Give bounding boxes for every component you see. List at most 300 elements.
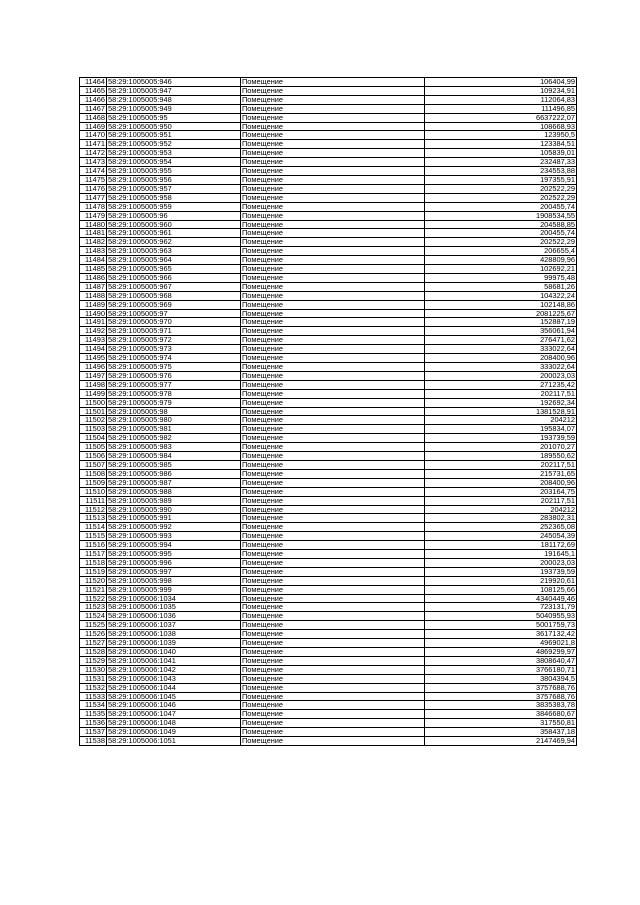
row-number-cell: 11516 bbox=[80, 541, 107, 550]
cadastral-number-cell: 58:29:1005005:948 bbox=[107, 95, 241, 104]
object-type-cell: Помещение bbox=[241, 336, 425, 345]
object-type-cell: Помещение bbox=[241, 158, 425, 167]
cadastral-number-cell: 58:29:1005005:986 bbox=[107, 469, 241, 478]
cadastral-number-cell: 58:29:1005005:953 bbox=[107, 149, 241, 158]
row-number-cell: 11514 bbox=[80, 523, 107, 532]
table-row bbox=[80, 309, 577, 318]
cadastral-value-cell: 3835383,78 bbox=[425, 701, 577, 710]
object-type-cell: Помещение bbox=[241, 576, 425, 585]
cadastral-value-cell: 3617132,42 bbox=[425, 630, 577, 639]
object-type-cell: Помещение bbox=[241, 282, 425, 291]
cadastral-value-cell: 204588,85 bbox=[425, 220, 577, 229]
table-row bbox=[80, 505, 577, 514]
table-row bbox=[80, 158, 577, 167]
object-type-cell: Помещение bbox=[241, 184, 425, 193]
cadastral-value-cell: 5040955,93 bbox=[425, 612, 577, 621]
row-number-cell: 11487 bbox=[80, 282, 107, 291]
table-row bbox=[80, 425, 577, 434]
object-type-cell: Помещение bbox=[241, 452, 425, 461]
object-type-cell: Помещение bbox=[241, 603, 425, 612]
cadastral-value-cell: 200455,74 bbox=[425, 229, 577, 238]
cadastral-value-cell: 200023,03 bbox=[425, 371, 577, 380]
cadastral-value-cell: 5001759,73 bbox=[425, 621, 577, 630]
table-row bbox=[80, 336, 577, 345]
object-type-cell: Помещение bbox=[241, 131, 425, 140]
cadastral-value-cell: 219920,61 bbox=[425, 576, 577, 585]
table-row bbox=[80, 113, 577, 122]
object-type-cell: Помещение bbox=[241, 701, 425, 710]
cadastral-value-cell: 245054,39 bbox=[425, 532, 577, 541]
row-number-cell: 11503 bbox=[80, 425, 107, 434]
table-row bbox=[80, 104, 577, 113]
row-number-cell: 11507 bbox=[80, 460, 107, 469]
object-type-cell: Помещение bbox=[241, 193, 425, 202]
row-number-cell: 11471 bbox=[80, 140, 107, 149]
table-row bbox=[80, 354, 577, 363]
cadastral-number-cell: 58:29:1005005:976 bbox=[107, 371, 241, 380]
cadastral-value-cell: 234553,88 bbox=[425, 167, 577, 176]
cadastral-value-cell: 108668,93 bbox=[425, 122, 577, 131]
cadastral-number-cell: 58:29:1005006:1042 bbox=[107, 665, 241, 674]
table-row bbox=[80, 648, 577, 657]
object-type-cell: Помещение bbox=[241, 113, 425, 122]
object-type-cell: Помещение bbox=[241, 327, 425, 336]
cadastral-value-cell: 105839,01 bbox=[425, 149, 577, 158]
row-number-cell: 11499 bbox=[80, 389, 107, 398]
row-number-cell: 11485 bbox=[80, 265, 107, 274]
table-row bbox=[80, 389, 577, 398]
object-type-cell: Помещение bbox=[241, 122, 425, 131]
object-type-cell: Помещение bbox=[241, 674, 425, 683]
cadastral-number-cell: 58:29:1005006:1048 bbox=[107, 719, 241, 728]
cadastral-value-cell: 3757688,76 bbox=[425, 692, 577, 701]
cadastral-value-cell: 283802,31 bbox=[425, 514, 577, 523]
cadastral-value-cell: 195834,07 bbox=[425, 425, 577, 434]
cadastral-value-cell: 215731,65 bbox=[425, 469, 577, 478]
row-number-cell: 11492 bbox=[80, 327, 107, 336]
cadastral-value-cell: 108125,66 bbox=[425, 585, 577, 594]
cadastral-value-cell: 428809,96 bbox=[425, 256, 577, 265]
cadastral-number-cell: 58:29:1005005:979 bbox=[107, 398, 241, 407]
object-type-cell: Помещение bbox=[241, 220, 425, 229]
cadastral-value-cell: 189550,62 bbox=[425, 452, 577, 461]
object-type-cell: Помещение bbox=[241, 541, 425, 550]
cadastral-value-cell: 4969021,8 bbox=[425, 639, 577, 648]
row-number-cell: 11501 bbox=[80, 407, 107, 416]
table-row bbox=[80, 612, 577, 621]
object-type-cell: Помещение bbox=[241, 621, 425, 630]
table-row bbox=[80, 122, 577, 131]
cadastral-number-cell: 58:29:1005005:993 bbox=[107, 532, 241, 541]
cadastral-number-cell: 58:29:1005005:967 bbox=[107, 282, 241, 291]
object-type-cell: Помещение bbox=[241, 318, 425, 327]
cadastral-value-cell: 200455,74 bbox=[425, 202, 577, 211]
object-type-cell: Помещение bbox=[241, 710, 425, 719]
table-row bbox=[80, 175, 577, 184]
row-number-cell: 11473 bbox=[80, 158, 107, 167]
cadastral-value-cell: 276471,62 bbox=[425, 336, 577, 345]
table-row bbox=[80, 550, 577, 559]
cadastral-value-cell: 333022,64 bbox=[425, 345, 577, 354]
cadastral-number-cell: 58:29:1005005:973 bbox=[107, 345, 241, 354]
table-row bbox=[80, 728, 577, 737]
object-type-cell: Помещение bbox=[241, 434, 425, 443]
cadastral-number-cell: 58:29:1005006:1035 bbox=[107, 603, 241, 612]
row-number-cell: 11525 bbox=[80, 621, 107, 630]
object-type-cell: Помещение bbox=[241, 300, 425, 309]
cadastral-value-cell: 3846680,67 bbox=[425, 710, 577, 719]
cadastral-value-cell: 3757688,76 bbox=[425, 683, 577, 692]
row-number-cell: 11524 bbox=[80, 612, 107, 621]
object-type-cell: Помещение bbox=[241, 460, 425, 469]
cadastral-value-cell: 123950,5 bbox=[425, 131, 577, 140]
cadastral-number-cell: 58:29:1005005:950 bbox=[107, 122, 241, 131]
table-row bbox=[80, 460, 577, 469]
row-number-cell: 11483 bbox=[80, 247, 107, 256]
table-row bbox=[80, 523, 577, 532]
row-number-cell: 11520 bbox=[80, 576, 107, 585]
row-number-cell: 11534 bbox=[80, 701, 107, 710]
cadastral-value-cell: 358437,18 bbox=[425, 728, 577, 737]
cadastral-number-cell: 58:29:1005006:1037 bbox=[107, 621, 241, 630]
object-type-cell: Помещение bbox=[241, 95, 425, 104]
cadastral-number-cell: 58:29:1005005:972 bbox=[107, 336, 241, 345]
cadastral-value-cell: 252365,08 bbox=[425, 523, 577, 532]
cadastral-value-cell: 356061,94 bbox=[425, 327, 577, 336]
table-row bbox=[80, 327, 577, 336]
table-row bbox=[80, 710, 577, 719]
row-number-cell: 11527 bbox=[80, 639, 107, 648]
row-number-cell: 11537 bbox=[80, 728, 107, 737]
cadastral-number-cell: 58:29:1005005:969 bbox=[107, 300, 241, 309]
row-number-cell: 11532 bbox=[80, 683, 107, 692]
cadastral-number-cell: 58:29:1005005:949 bbox=[107, 104, 241, 113]
table-body bbox=[80, 78, 577, 746]
object-type-cell: Помещение bbox=[241, 247, 425, 256]
row-number-cell: 11477 bbox=[80, 193, 107, 202]
object-type-cell: Помещение bbox=[241, 211, 425, 220]
row-number-cell: 11513 bbox=[80, 514, 107, 523]
object-type-cell: Помещение bbox=[241, 737, 425, 746]
table-row bbox=[80, 193, 577, 202]
cadastral-number-cell: 58:29:1005005:991 bbox=[107, 514, 241, 523]
object-type-cell: Помещение bbox=[241, 238, 425, 247]
table-row bbox=[80, 665, 577, 674]
cadastral-number-cell: 58:29:1005006:1044 bbox=[107, 683, 241, 692]
object-type-cell: Помещение bbox=[241, 630, 425, 639]
table-row bbox=[80, 229, 577, 238]
table-row bbox=[80, 398, 577, 407]
row-number-cell: 11491 bbox=[80, 318, 107, 327]
cadastral-value-cell: 2081225,67 bbox=[425, 309, 577, 318]
table-row bbox=[80, 380, 577, 389]
cadastral-number-cell: 58:29:1005005:996 bbox=[107, 558, 241, 567]
cadastral-number-cell: 58:29:1005005:982 bbox=[107, 434, 241, 443]
cadastral-number-cell: 58:29:1005006:1049 bbox=[107, 728, 241, 737]
row-number-cell: 11464 bbox=[80, 78, 107, 87]
table-row bbox=[80, 238, 577, 247]
cadastral-value-cell: 192692,34 bbox=[425, 398, 577, 407]
cadastral-value-cell: 204212 bbox=[425, 505, 577, 514]
cadastral-number-cell: 58:29:1005005:952 bbox=[107, 140, 241, 149]
row-number-cell: 11481 bbox=[80, 229, 107, 238]
cadastral-value-cell: 204212 bbox=[425, 416, 577, 425]
cadastral-number-cell: 58:29:1005005:988 bbox=[107, 487, 241, 496]
object-type-cell: Помещение bbox=[241, 167, 425, 176]
table-row bbox=[80, 576, 577, 585]
object-type-cell: Помещение bbox=[241, 291, 425, 300]
table-row bbox=[80, 247, 577, 256]
cadastral-value-cell: 104322,24 bbox=[425, 291, 577, 300]
cadastral-value-table bbox=[79, 77, 577, 746]
cadastral-value-cell: 111496,85 bbox=[425, 104, 577, 113]
table-row bbox=[80, 345, 577, 354]
table-row bbox=[80, 131, 577, 140]
row-number-cell: 11482 bbox=[80, 238, 107, 247]
cadastral-value-cell: 2147469,94 bbox=[425, 737, 577, 746]
cadastral-number-cell: 58:29:1005005:987 bbox=[107, 478, 241, 487]
row-number-cell: 11494 bbox=[80, 345, 107, 354]
table-row bbox=[80, 478, 577, 487]
table-row bbox=[80, 184, 577, 193]
cadastral-number-cell: 58:29:1005005:963 bbox=[107, 247, 241, 256]
table-row bbox=[80, 95, 577, 104]
cadastral-value-cell: 723131,79 bbox=[425, 603, 577, 612]
table-row bbox=[80, 363, 577, 372]
cadastral-number-cell: 58:29:1005005:971 bbox=[107, 327, 241, 336]
table-row bbox=[80, 318, 577, 327]
table-row bbox=[80, 683, 577, 692]
object-type-cell: Помещение bbox=[241, 398, 425, 407]
table-row bbox=[80, 621, 577, 630]
object-type-cell: Помещение bbox=[241, 363, 425, 372]
cadastral-value-cell: 333022,64 bbox=[425, 363, 577, 372]
object-type-cell: Помещение bbox=[241, 550, 425, 559]
cadastral-value-cell: 99975,48 bbox=[425, 273, 577, 282]
object-type-cell: Помещение bbox=[241, 86, 425, 95]
cadastral-value-cell: 4869299,97 bbox=[425, 648, 577, 657]
row-number-cell: 11523 bbox=[80, 603, 107, 612]
row-number-cell: 11518 bbox=[80, 558, 107, 567]
row-number-cell: 11497 bbox=[80, 371, 107, 380]
cadastral-value-cell: 102692,21 bbox=[425, 265, 577, 274]
cadastral-number-cell: 58:29:1005006:1040 bbox=[107, 648, 241, 657]
object-type-cell: Помещение bbox=[241, 389, 425, 398]
cadastral-value-cell: 206655,4 bbox=[425, 247, 577, 256]
cadastral-number-cell: 58:29:1005005:980 bbox=[107, 416, 241, 425]
table-row bbox=[80, 487, 577, 496]
row-number-cell: 11488 bbox=[80, 291, 107, 300]
object-type-cell: Помещение bbox=[241, 496, 425, 505]
cadastral-number-cell: 58:29:1005005:978 bbox=[107, 389, 241, 398]
object-type-cell: Помещение bbox=[241, 104, 425, 113]
object-type-cell: Помещение bbox=[241, 407, 425, 416]
row-number-cell: 11490 bbox=[80, 309, 107, 318]
cadastral-value-cell: 123384,51 bbox=[425, 140, 577, 149]
table-row bbox=[80, 416, 577, 425]
table-row bbox=[80, 282, 577, 291]
cadastral-value-cell: 191645,1 bbox=[425, 550, 577, 559]
cadastral-value-cell: 317550,81 bbox=[425, 719, 577, 728]
table-row bbox=[80, 443, 577, 452]
cadastral-number-cell: 58:29:1005005:959 bbox=[107, 202, 241, 211]
object-type-cell: Помещение bbox=[241, 371, 425, 380]
table-row bbox=[80, 202, 577, 211]
row-number-cell: 11489 bbox=[80, 300, 107, 309]
cadastral-number-cell: 58:29:1005005:947 bbox=[107, 86, 241, 95]
row-number-cell: 11522 bbox=[80, 594, 107, 603]
object-type-cell: Помещение bbox=[241, 648, 425, 657]
cadastral-number-cell: 58:29:1005005:984 bbox=[107, 452, 241, 461]
cadastral-value-cell: 208400,96 bbox=[425, 354, 577, 363]
cadastral-value-cell: 202117,51 bbox=[425, 389, 577, 398]
cadastral-number-cell: 58:29:1005005:961 bbox=[107, 229, 241, 238]
table-row bbox=[80, 630, 577, 639]
cadastral-number-cell: 58:29:1005006:1045 bbox=[107, 692, 241, 701]
cadastral-number-cell: 58:29:1005005:960 bbox=[107, 220, 241, 229]
object-type-cell: Помещение bbox=[241, 256, 425, 265]
cadastral-number-cell: 58:29:1005005:992 bbox=[107, 523, 241, 532]
cadastral-value-cell: 3808640,47 bbox=[425, 656, 577, 665]
row-number-cell: 11509 bbox=[80, 478, 107, 487]
cadastral-value-cell: 1908534,55 bbox=[425, 211, 577, 220]
cadastral-number-cell: 58:29:1005005:958 bbox=[107, 193, 241, 202]
cadastral-value-cell: 202522,29 bbox=[425, 184, 577, 193]
row-number-cell: 11480 bbox=[80, 220, 107, 229]
cadastral-value-cell: 112064,83 bbox=[425, 95, 577, 104]
cadastral-number-cell: 58:29:1005005:968 bbox=[107, 291, 241, 300]
cadastral-value-cell: 58681,26 bbox=[425, 282, 577, 291]
cadastral-number-cell: 58:29:1005005:946 bbox=[107, 78, 241, 87]
object-type-cell: Помещение bbox=[241, 523, 425, 532]
row-number-cell: 11469 bbox=[80, 122, 107, 131]
table-row bbox=[80, 371, 577, 380]
row-number-cell: 11496 bbox=[80, 363, 107, 372]
row-number-cell: 11474 bbox=[80, 167, 107, 176]
cadastral-number-cell: 58:29:1005005:983 bbox=[107, 443, 241, 452]
row-number-cell: 11515 bbox=[80, 532, 107, 541]
cadastral-number-cell: 58:29:1005006:1039 bbox=[107, 639, 241, 648]
cadastral-value-cell: 193739,59 bbox=[425, 434, 577, 443]
cadastral-value-cell: 202117,51 bbox=[425, 460, 577, 469]
cadastral-value-cell: 106404,99 bbox=[425, 78, 577, 87]
cadastral-number-cell: 58:29:1005005:997 bbox=[107, 567, 241, 576]
table-row bbox=[80, 434, 577, 443]
object-type-cell: Помещение bbox=[241, 149, 425, 158]
cadastral-number-cell: 58:29:1005006:1034 bbox=[107, 594, 241, 603]
row-number-cell: 11472 bbox=[80, 149, 107, 158]
row-number-cell: 11536 bbox=[80, 719, 107, 728]
row-number-cell: 11528 bbox=[80, 648, 107, 657]
cadastral-number-cell: 58:29:1005005:964 bbox=[107, 256, 241, 265]
cadastral-number-cell: 58:29:1005005:989 bbox=[107, 496, 241, 505]
table-row bbox=[80, 452, 577, 461]
cadastral-number-cell: 58:29:1005006:1051 bbox=[107, 737, 241, 746]
row-number-cell: 11519 bbox=[80, 567, 107, 576]
object-type-cell: Помещение bbox=[241, 567, 425, 576]
cadastral-value-cell: 152887,19 bbox=[425, 318, 577, 327]
table-row bbox=[80, 256, 577, 265]
object-type-cell: Помещение bbox=[241, 469, 425, 478]
object-type-cell: Помещение bbox=[241, 719, 425, 728]
row-number-cell: 11498 bbox=[80, 380, 107, 389]
cadastral-number-cell: 58:29:1005005:994 bbox=[107, 541, 241, 550]
object-type-cell: Помещение bbox=[241, 585, 425, 594]
row-number-cell: 11529 bbox=[80, 656, 107, 665]
table-row bbox=[80, 541, 577, 550]
cadastral-value-cell: 208400,96 bbox=[425, 478, 577, 487]
cadastral-number-cell: 58:29:1005006:1043 bbox=[107, 674, 241, 683]
cadastral-value-cell: 202522,29 bbox=[425, 238, 577, 247]
table-row bbox=[80, 594, 577, 603]
cadastral-value-cell: 109234,91 bbox=[425, 86, 577, 95]
cadastral-value-cell: 193739,59 bbox=[425, 567, 577, 576]
cadastral-number-cell: 58:29:1005005:981 bbox=[107, 425, 241, 434]
table-row bbox=[80, 567, 577, 576]
object-type-cell: Помещение bbox=[241, 354, 425, 363]
table-row bbox=[80, 532, 577, 541]
row-number-cell: 11479 bbox=[80, 211, 107, 220]
cadastral-value-cell: 202522,29 bbox=[425, 193, 577, 202]
row-number-cell: 11500 bbox=[80, 398, 107, 407]
object-type-cell: Помещение bbox=[241, 202, 425, 211]
table-row bbox=[80, 558, 577, 567]
cadastral-number-cell: 58:29:1005005:998 bbox=[107, 576, 241, 585]
cadastral-value-cell: 201070,27 bbox=[425, 443, 577, 452]
table-row bbox=[80, 167, 577, 176]
cadastral-number-cell: 58:29:1005005:957 bbox=[107, 184, 241, 193]
cadastral-value-cell: 181172,69 bbox=[425, 541, 577, 550]
object-type-cell: Помещение bbox=[241, 656, 425, 665]
cadastral-number-cell: 58:29:1005005:96 bbox=[107, 211, 241, 220]
table-row bbox=[80, 300, 577, 309]
cadastral-number-cell: 58:29:1005005:97 bbox=[107, 309, 241, 318]
row-number-cell: 11466 bbox=[80, 95, 107, 104]
table-row bbox=[80, 265, 577, 274]
row-number-cell: 11531 bbox=[80, 674, 107, 683]
object-type-cell: Помещение bbox=[241, 380, 425, 389]
object-type-cell: Помещение bbox=[241, 443, 425, 452]
table-row bbox=[80, 692, 577, 701]
cadastral-number-cell: 58:29:1005005:955 bbox=[107, 167, 241, 176]
object-type-cell: Помещение bbox=[241, 532, 425, 541]
object-type-cell: Помещение bbox=[241, 594, 425, 603]
row-number-cell: 11502 bbox=[80, 416, 107, 425]
cadastral-number-cell: 58:29:1005005:95 bbox=[107, 113, 241, 122]
cadastral-value-cell: 202117,51 bbox=[425, 496, 577, 505]
table-row bbox=[80, 149, 577, 158]
cadastral-number-cell: 58:29:1005005:977 bbox=[107, 380, 241, 389]
cadastral-value-cell: 197355,91 bbox=[425, 175, 577, 184]
row-number-cell: 11465 bbox=[80, 86, 107, 95]
object-type-cell: Помещение bbox=[241, 478, 425, 487]
cadastral-value-cell: 232487,33 bbox=[425, 158, 577, 167]
object-type-cell: Помещение bbox=[241, 728, 425, 737]
cadastral-number-cell: 58:29:1005005:974 bbox=[107, 354, 241, 363]
row-number-cell: 11478 bbox=[80, 202, 107, 211]
row-number-cell: 11521 bbox=[80, 585, 107, 594]
object-type-cell: Помещение bbox=[241, 665, 425, 674]
cadastral-value-cell: 3766180,71 bbox=[425, 665, 577, 674]
cadastral-number-cell: 58:29:1005005:985 bbox=[107, 460, 241, 469]
table-row bbox=[80, 656, 577, 665]
table-row bbox=[80, 585, 577, 594]
object-type-cell: Помещение bbox=[241, 692, 425, 701]
table-row bbox=[80, 639, 577, 648]
object-type-cell: Помещение bbox=[241, 639, 425, 648]
document-page bbox=[79, 77, 576, 746]
table-row bbox=[80, 291, 577, 300]
